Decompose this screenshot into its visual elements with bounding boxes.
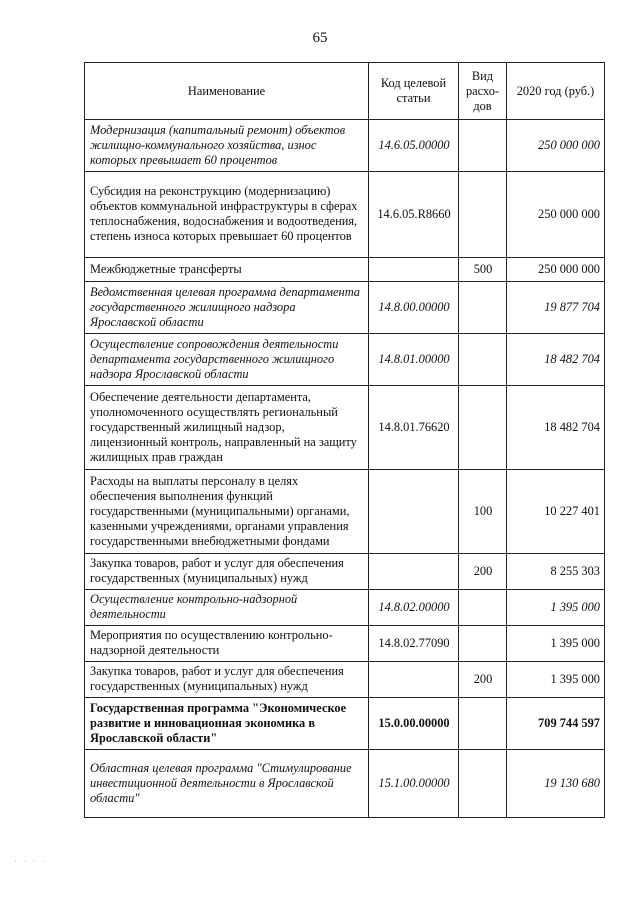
row-type [459,698,507,750]
row-code [369,554,459,590]
row-sum: 18 482 704 [507,334,605,386]
row-name: Областная целевая программа "Стимулирование инвестиционной деятельности в Ярославской области" [85,750,369,818]
table-row [85,662,605,698]
row-name: Закупка товаров, работ и услуг для обеспечения государственных (муниципальных) нужд [85,662,369,698]
row-type [459,334,507,386]
header-sum: 2020 год (руб.) [507,63,605,120]
row-sum: 1 395 000 [507,590,605,626]
header-type: Вид расхо-дов [459,63,507,120]
row-code: 14.8.01.76620 [369,386,459,470]
row-code: 14.8.02.77090 [369,626,459,662]
table-row [85,554,605,590]
table-row [85,750,605,818]
row-sum: 8 255 303 [507,554,605,590]
row-sum: 250 000 000 [507,258,605,282]
row-code: 14.6.05.R8660 [369,172,459,258]
row-code: 14.8.02.00000 [369,590,459,626]
row-type: 200 [459,662,507,698]
header-name: Наименование [85,63,369,120]
table-row [85,334,605,386]
row-code [369,258,459,282]
table-row [85,590,605,626]
row-code: 14.8.01.00000 [369,334,459,386]
row-code [369,662,459,698]
row-name: Расходы на выплаты персоналу в целях обеспечения выполнения функций государственными (муниципальными) органами, казенными учреждениями, органами управления государственными внебюджетными фондами [85,470,369,554]
row-code: 14.6.05.00000 [369,120,459,172]
scan-mark: · · · · [14,856,47,866]
row-name: Межбюджетные трансферты [85,258,369,282]
row-code: 15.1.00.00000 [369,750,459,818]
row-name: Модернизация (капитальный ремонт) объектов жилищно-коммунального хозяйства, износ которых превышает 60 процентов [85,120,369,172]
table-header-row [85,63,605,120]
row-sum: 19 877 704 [507,282,605,334]
row-type: 200 [459,554,507,590]
row-sum: 1 395 000 [507,662,605,698]
row-name: Закупка товаров, работ и услуг для обеспечения государственных (муниципальных) нужд [85,554,369,590]
row-code: 14.8.00.00000 [369,282,459,334]
row-name: Осуществление сопровождения деятельности департамента государственного жилищного надзора Ярославской области [85,334,369,386]
row-sum: 19 130 680 [507,750,605,818]
table-row [85,698,605,750]
row-sum: 250 000 000 [507,172,605,258]
row-code [369,470,459,554]
row-sum: 18 482 704 [507,386,605,470]
row-type [459,120,507,172]
row-name: Осуществление контрольно-надзорной деятельности [85,590,369,626]
row-type [459,590,507,626]
table-row [85,626,605,662]
row-name: Государственная программа "Экономическое развитие и инновационная экономика в Ярославской области" [85,698,369,750]
row-type: 500 [459,258,507,282]
header-code: Код целевой статьи [369,63,459,120]
row-type [459,172,507,258]
row-type [459,750,507,818]
row-type [459,386,507,470]
budget-table [84,62,605,818]
row-sum: 709 744 597 [507,698,605,750]
table-row [85,282,605,334]
row-sum: 1 395 000 [507,626,605,662]
row-type: 100 [459,470,507,554]
table-row [85,470,605,554]
row-code: 15.0.00.00000 [369,698,459,750]
table-row [85,120,605,172]
row-type [459,626,507,662]
row-name: Обеспечение деятельности департамента, уполномоченного осуществлять региональный государственный жилищный надзор, лицензионный контроль, направленный на защиту жилищных прав граждан [85,386,369,470]
row-name: Ведомственная целевая программа департамента государственного жилищного надзора Ярославской области [85,282,369,334]
row-sum: 250 000 000 [507,120,605,172]
table-row [85,386,605,470]
row-name: Субсидия на реконструкцию (модернизацию) объектов коммунальной инфраструктуры в сферах теплоснабжения, водоснабжения и водоотведения, степень износа которых превышает 60 процентов [85,172,369,258]
table-row [85,172,605,258]
row-sum: 10 227 401 [507,470,605,554]
table-row [85,258,605,282]
row-type [459,282,507,334]
page-number: 65 [312,30,328,46]
row-name: Мероприятия по осуществлению контрольно-надзорной деятельности [85,626,369,662]
